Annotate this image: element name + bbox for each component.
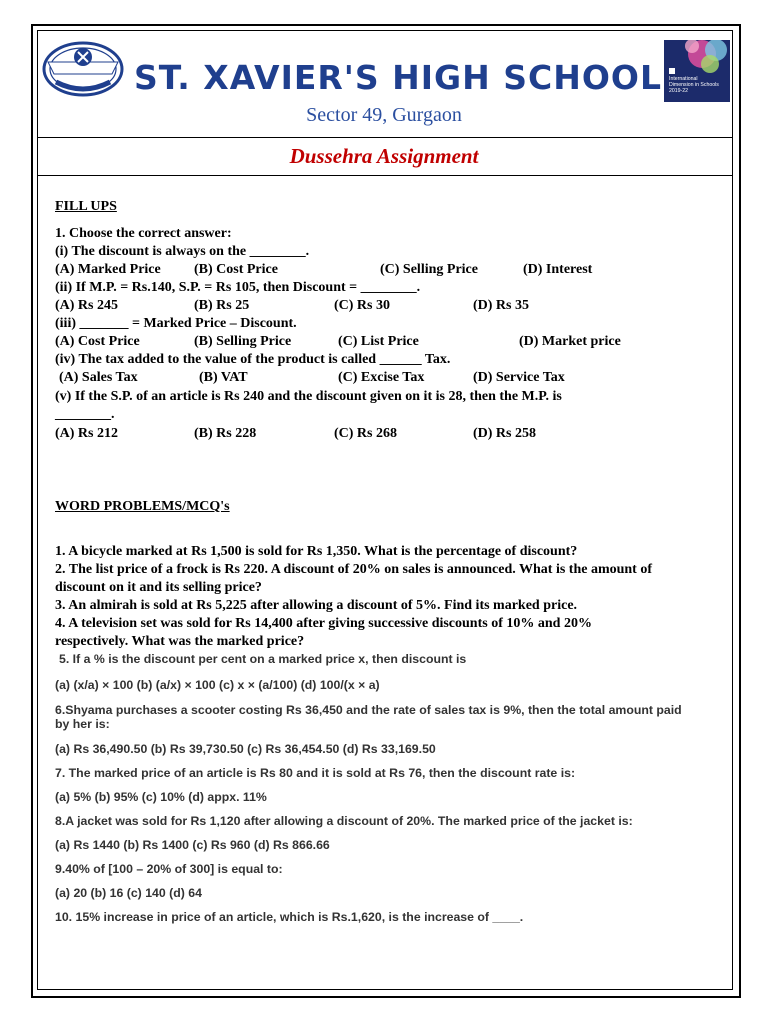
q4-text: (iv) The tax added to the value of the product is called ______ Tax. [55, 352, 451, 367]
word-problem-line-5: 4. A television set was sold for Rs 14,400 after giving successive discounts of 10% and 20% [55, 616, 592, 631]
school-name: ST. XAVIER'S HIGH SCHOOL [134, 58, 662, 97]
q4-option-a: (A) Sales Tax [59, 370, 138, 385]
mcq-7-question: 7. The marked price of an article is Rs 80 and it is sold at Rs 76, then the discount rate is: [55, 766, 576, 780]
mcq-5-options: (a) (x/a) × 100 (b) (a/x) × 100 (c) x × (a/100) (d) 100/(x × a) [55, 678, 380, 692]
mcq-6-options: (a) Rs 36,490.50 (b) Rs 39,730.50 (c) Rs 36,454.50 (d) Rs 33,169.50 [55, 742, 436, 756]
title-divider [37, 175, 732, 176]
mcq-8-options: (a) Rs 1440 (b) Rs 1400 (c) Rs 960 (d) Rs 866.66 [55, 838, 330, 852]
q3-option-d: (D) Market price [519, 334, 621, 349]
word-problem-line-6: respectively. What was the marked price? [55, 634, 305, 649]
fill-ups-intro: 1. Choose the correct answer: [55, 226, 232, 241]
mcq-10-question: 10. 15% increase in price of an article, which is Rs.1,620, is the increase of ____. [55, 910, 524, 924]
badge-line-5: 2019-22 [669, 88, 689, 94]
mcq-8-question: 8.A jacket was sold for Rs 1,120 after allowing a discount of 20%. The marked price of the jacket is: [55, 814, 633, 828]
q4-option-b: (B) VAT [199, 370, 248, 385]
q1-option-a: (A) Marked Price [55, 262, 161, 277]
q3-option-a: (A) Cost Price [55, 334, 140, 349]
word-problem-line-1: 1. A bicycle marked at Rs 1,500 is sold for Rs 1,350. What is the percentage of discount? [55, 544, 578, 559]
badge-circles-graphic [664, 40, 730, 80]
mcq-6-question: 6.Shyama purchases a scooter costing Rs 36,450 and the rate of sales tax is 9%, then the total amount paid [55, 703, 682, 717]
word-problem-line-3: discount on it and its selling price? [55, 580, 262, 595]
q5-option-b: (B) Rs 228 [194, 426, 257, 441]
q4-option-d: (D) Service Tax [473, 370, 565, 385]
mcq-6-question-continued: by her is: [55, 717, 110, 731]
q1-option-c: (C) Selling Price [380, 262, 478, 277]
fill-ups-heading: FILL UPS [55, 199, 117, 214]
q1-text: (i) The discount is always on the ________. [55, 244, 310, 259]
mcq-9-options: (a) 20 (b) 16 (c) 140 (d) 64 [55, 886, 202, 900]
international-dimension-badge [664, 40, 730, 102]
q2-option-d: (D) Rs 35 [473, 298, 529, 313]
q5-text: (v) If the S.P. of an article is Rs 240 and the discount given on it is 28, then the M.P. is [55, 389, 562, 404]
mcq-7-options: (a) 5% (b) 95% (c) 10% (d) appx. 11% [55, 790, 267, 804]
badge-line-3: International [669, 76, 698, 82]
word-problem-line-2: 2. The list price of a frock is Rs 220. A discount of 20% on sales is announced. What is the amount of [55, 562, 653, 577]
word-problems-heading: WORD PROBLEMS/MCQ's [55, 499, 230, 514]
q3-option-c: (C) List Price [338, 334, 419, 349]
q2-option-c: (C) Rs 30 [334, 298, 390, 313]
q2-option-a: (A) Rs 245 [55, 298, 118, 313]
q5-option-d: (D) Rs 258 [473, 426, 536, 441]
q1-option-d: (D) Interest [523, 262, 593, 277]
q5-option-c: (C) Rs 268 [334, 426, 397, 441]
q2-text: (ii) If M.P. = Rs.140, S.P. = Rs 105, then Discount = ________. [55, 280, 421, 295]
mcq-5-question: 5. If a % is the discount per cent on a marked price x, then discount is [59, 652, 467, 666]
school-location: Sector 49, Gurgaon [306, 104, 462, 126]
mcq-9-question: 9.40% of [100 – 20% of 300] is equal to: [55, 862, 283, 876]
q4-option-c: (C) Excise Tax [338, 370, 425, 385]
header-divider [37, 137, 732, 138]
q5-option-a: (A) Rs 212 [55, 426, 118, 441]
school-crest-logo [42, 40, 124, 98]
q1-option-b: (B) Cost Price [194, 262, 278, 277]
q3-option-b: (B) Selling Price [194, 334, 292, 349]
word-problem-line-4: 3. An almirah is sold at Rs 5,225 after allowing a discount of 5%. Find its marked price. [55, 598, 578, 613]
q2-option-b: (B) Rs 25 [194, 298, 250, 313]
q5-text-continued: ________. [55, 407, 115, 422]
badge-line-4: Dimension in Schools [669, 82, 719, 88]
assignment-title: Dussehra Assignment [289, 144, 479, 168]
q3-text: (iii) _______ = Marked Price – Discount. [55, 316, 297, 331]
